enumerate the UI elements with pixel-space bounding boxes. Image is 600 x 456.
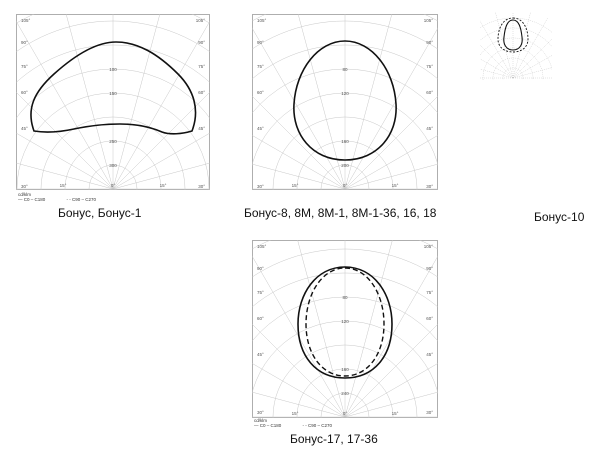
angle-label: 15° [291,411,299,416]
angle-label: 75° [257,290,264,295]
angle-label: 30° [257,184,264,189]
angle-label: 15° [391,183,399,188]
caption-bonus-1: Бонус, Бонус-1 [58,206,142,220]
angle-label: 45° [257,126,264,131]
angle-label: 90° [426,266,433,271]
polar-diagram-bonus-10 [480,12,552,80]
grid-ray [480,60,513,78]
legend-bonus-1 [18,192,138,202]
polar-diagram-bonus-1 [16,14,210,202]
angle-label: 60° [198,90,205,95]
angle-label: 75° [21,64,28,69]
polar-diagram-bonus-17 [252,240,438,428]
angle-label: 90° [21,40,28,45]
radial-value-label: 200 [341,163,349,168]
grid-circle [480,38,552,80]
radial-value-label: 120 [341,91,349,96]
angle-label: 45° [257,352,264,357]
unit-label: cd/klm [18,192,32,197]
radial-value-label: 120 [341,319,349,324]
unit-label: cd/klm [254,418,268,423]
polar-grid-bonus-17 [252,240,438,418]
angle-label: 0° [342,411,348,416]
polar-grid-bonus-8 [252,14,438,190]
radial-value-label: 250 [109,139,117,144]
angle-label: 75° [257,64,264,69]
angle-label: 45° [198,126,205,131]
angle-label: 60° [426,90,433,95]
grid-circle [480,18,552,80]
angle-label: 30° [257,410,264,415]
radial-value-label: 80 [342,67,348,72]
angle-label: 90° [257,40,264,45]
angle-label: 45° [21,126,28,131]
radial-value-label: 160 [341,139,349,144]
angle-label: 90° [198,40,205,45]
angle-label: 0° [110,183,116,188]
angle-label: 75° [426,64,433,69]
grid-ray [513,12,531,78]
radial-value-label: 80 [342,295,348,300]
angle-label: 15° [291,183,299,188]
legend-solid: ― C0 – C180 [254,423,282,428]
angle-label: 15° [391,411,399,416]
radial-value-label: 150 [109,91,117,96]
angle-label: 105° [423,244,433,249]
caption-bonus-17: Бонус-17, 17-36 [290,432,378,446]
legend-dashed: - - C90 – C270 [66,197,97,202]
angle-label: 30° [198,184,205,189]
angle-label: 105° [21,18,31,23]
angle-label: 60° [426,316,433,321]
radial-value-label: 240 [341,391,349,396]
grid-ray [480,29,513,78]
angle-label: 30° [21,184,28,189]
angle-label: 45° [426,126,433,131]
angle-label: 105° [257,244,267,249]
polar-grid-bonus-10 [480,12,552,80]
angle-label: 30° [426,410,433,415]
legend-solid: ― C0 – C180 [18,197,46,202]
legend-dashed: - - C90 – C270 [302,423,333,428]
angle-label: 45° [426,352,433,357]
grid-ray [513,60,552,78]
angle-label: 75° [198,64,205,69]
angle-label: 60° [257,316,264,321]
polar-diagram-bonus-8 [252,14,438,190]
angle-label: 15° [159,183,167,188]
angle-label: 60° [21,90,28,95]
radial-value-label: 160 [341,367,349,372]
angle-label: 60° [257,90,264,95]
grid-ray [513,29,552,78]
polar-grid-bonus-1 [16,14,210,190]
grid-ray [513,17,548,78]
grid-ray [480,17,513,78]
angle-label: 0° [342,183,348,188]
angle-label: 75° [426,290,433,295]
caption-bonus-10: Бонус-10 [534,210,585,224]
caption-bonus-8: Бонус-8, 8М, 8М-1, 8М-1-36, 16, 18 [244,206,437,220]
angle-label: 90° [257,266,264,271]
angle-label: 90° [426,40,433,45]
angle-label: 105° [195,18,205,23]
angle-label: 30° [426,184,433,189]
angle-label: 105° [257,18,267,23]
angle-label: 15° [59,183,67,188]
radial-value-label: 100 [109,67,117,72]
legend-bonus-17 [254,418,374,428]
radial-value-label: 300 [109,163,117,168]
angle-label: 105° [423,18,433,23]
